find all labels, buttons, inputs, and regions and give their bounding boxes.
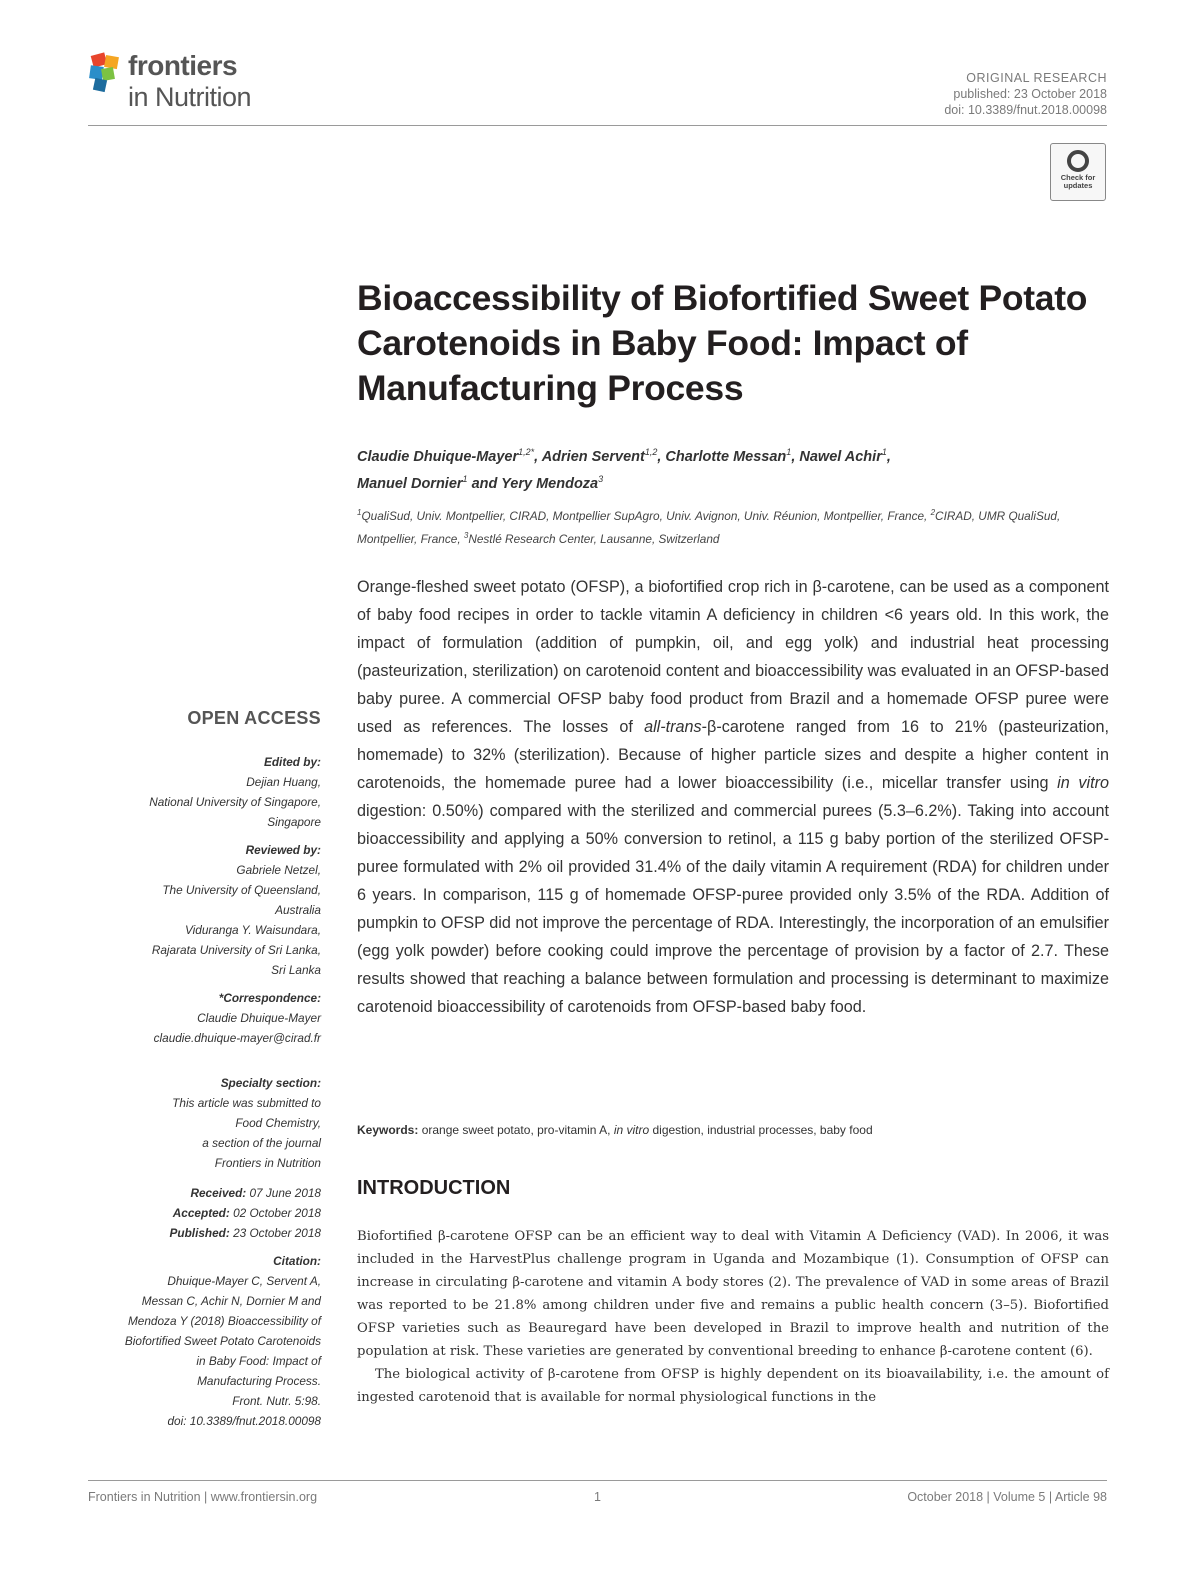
abstract-emphasis: all-trans [644, 718, 702, 736]
sidebar-line: Dhuique-Mayer C, Servent A, [167, 1274, 321, 1288]
author-affil-sup: 1 [786, 447, 792, 457]
abstract-text: -β-carotene ranged from 16 to 21% (pasteurization, homemade) to 32% (sterilization). Because of higher particle sizes and despite a higher content in carotenoids, the homemade puree had a lower bioaccessibility (i.e., micellar transfer using [357, 718, 1109, 792]
sidebar-line: Claudie Dhuique-Mayer [197, 1011, 321, 1025]
conjunction: and [471, 475, 498, 492]
frontiers-logo-icon [88, 52, 124, 96]
check-updates-icon [1067, 150, 1089, 172]
sidebar-line: Sri Lanka [271, 963, 321, 977]
author-affil-sup: 1 [462, 473, 468, 484]
sidebar-line: Viduranga Y. Waisundara, [185, 923, 321, 937]
affil-number: 2 [930, 508, 936, 517]
check-updates-label: Check for updates [1060, 173, 1096, 190]
footer-issue: October 2018 | Volume 5 | Article 98 [907, 1490, 1107, 1504]
sidebar-line: Frontiers in Nutrition [214, 1156, 321, 1170]
keywords-label: Keywords: [357, 1123, 419, 1137]
sidebar-line: Manufacturing Process. [197, 1374, 321, 1388]
sidebar-line: Food Chemistry, [235, 1116, 321, 1130]
author-name[interactable]: Charlotte Messan [665, 448, 787, 465]
page-number: 1 [594, 1490, 601, 1504]
affil-number: 1 [357, 508, 362, 517]
paragraph: The biological activity of β-carotene from OFSP is highly dependent on its bioavailability, i.e. the amount of ingested carotenoid that is available for normal physiological functions in the [357, 1367, 1109, 1405]
citation [125, 1251, 321, 1431]
sidebar-line: Singapore [267, 815, 321, 829]
doi[interactable]: doi: 10.3389/fnut.2018.00098 [944, 103, 1107, 117]
correspondence-label: *Correspondence: [218, 991, 321, 1005]
article-header-info [944, 70, 1107, 118]
journal-name-line2: in Nutrition [128, 82, 252, 112]
header-divider [88, 125, 1107, 126]
sidebar-line: Messan C, Achir N, Dornier M and [141, 1294, 321, 1308]
article-type: ORIGINAL RESEARCH [966, 71, 1107, 85]
author-affil-sup: 1 [881, 447, 887, 457]
affil-number: 3 [463, 530, 469, 540]
paragraph: Biofortified β-carotene OFSP can be an efficient way to deal with Vitamin A Deficiency (VAD). In 2006, it was included in the HarvestPlus challenge program in Uganda and Mozambique (1). Consumption of OFSP can increase in circulating β-carotene and vitamin A body stores (2). The prevalence of VAD in some areas of Brazil was reported to be 21.8% among children under five and remains a public health concern (3–5). Biofortified OFSP varieties such as Beauregard have been developed in Brazil to improve health and nutrition of the population at risk. These varieties are generated by conventional breeding to enhance β-carotene content (6). [357, 1229, 1109, 1359]
author-name[interactable]: Adrien Servent [541, 448, 645, 465]
sidebar-line: The University of Queensland, [162, 883, 321, 897]
abstract-text: Orange-fleshed sweet potato (OFSP), a biofortified crop rich in β-carotene, can be used as a component of baby food recipes in order to tackle vitamin A deficiency in children <6 years old. In this work, the impact of formulation (addition of pumpkin, oil, and egg yolk) and industrial heat processing (pasteurization, sterilization) on carotenoid content and bioaccessibility was evaluated in an OFSP-based baby puree. A commercial OFSP baby food product from Brazil and a homemade OFSP puree were used as references. The losses of [357, 578, 1109, 736]
affiliation-text: QualiSud, Univ. Montpellier, CIRAD, Montpellier SupAgro, Univ. Avignon, Univ. Réunion, Montpellier, France, [361, 508, 931, 523]
affiliation-text: CIRAD, UMR QualiSud, Montpellier, France, [357, 508, 1061, 546]
footer-journal[interactable]: Frontiers in Nutrition | www.frontiersin.org [88, 1490, 318, 1504]
specialty-label: Specialty section: [220, 1076, 321, 1090]
article-dates [170, 1183, 321, 1243]
published-date: published: 23 October 2018 [953, 87, 1107, 101]
check-for-updates-badge[interactable] [1050, 143, 1106, 201]
sidebar-line: Biofortified Sweet Potato Carotenoids [124, 1334, 321, 1348]
author-name[interactable]: Yery Mendoza [501, 475, 599, 492]
edited-by-label: Edited by: [263, 755, 321, 769]
sidebar-line: Mendoza Y (2018) Bioaccessibility of [127, 1314, 321, 1328]
author-name[interactable]: Claudie Dhuique-Mayer [357, 448, 519, 465]
footer-divider [88, 1480, 1107, 1481]
affiliation-text: Nestlé Research Center, Lausanne, Switzerland [468, 531, 720, 546]
edited-by [149, 752, 321, 832]
received-date: 07 June 2018 [246, 1186, 321, 1200]
reviewed-by [152, 840, 321, 980]
affiliations [357, 503, 1117, 549]
abstract-text: digestion: 0.50%) compared with the sterilized and commercial purees (5.3–6.2%). Taking into account bioaccessibility and applying a 50% conversion to retinol, a 115 g baby portion of the sterilized OFSP-puree formulated with 2% oil provided 31.4% of the daily vitamin A requirement (RDA) for children under 6 years. In comparison, 115 g of homemade OFSP-puree provided only 3.5% of the RDA. Addition of pumpkin to OFSP did not improve the percentage of RDA. Interestingly, the incorporation of an emulsifier (egg yolk powder) before cooking could improve the percentage of provision by a factor of 2.7. These results showed that reaching a balance between formulation and processing is determinant to maximize carotenoid bioaccessibility of carotenoids from OFSP-based baby food. [357, 802, 1109, 1016]
citation-doi[interactable]: doi: 10.3389/fnut.2018.00098 [167, 1414, 321, 1428]
abstract [357, 573, 1109, 1021]
keywords [357, 1121, 1117, 1139]
author-name[interactable]: Nawel Achir [799, 448, 882, 465]
separator: , [791, 448, 796, 465]
sidebar-line: National University of Singapore, [149, 795, 321, 809]
sidebar-line: Dejian Huang, [246, 775, 321, 789]
journal-logo [88, 48, 288, 120]
keywords-text: digestion, industrial processes, baby food [649, 1123, 873, 1137]
published-date-side: 23 October 2018 [229, 1226, 321, 1240]
separator: , [534, 448, 539, 465]
author-affil-sup: 1,2 [644, 447, 658, 457]
specialty-section [172, 1073, 321, 1173]
sidebar-line: Rajarata University of Sri Lanka, [151, 943, 321, 957]
sidebar-line: Gabriele Netzel, [236, 863, 321, 877]
received-label: Received: [190, 1186, 247, 1200]
author-list [357, 441, 1117, 495]
keywords-emphasis: in vitro [613, 1123, 650, 1137]
sidebar-line: a section of the journal [202, 1136, 321, 1150]
sidebar-line: This article was submitted to [172, 1096, 321, 1110]
section-heading-introduction: INTRODUCTION [357, 1177, 511, 1199]
keywords-text: orange sweet potato, pro-vitamin A, [418, 1123, 614, 1137]
accepted-date: 02 October 2018 [229, 1206, 321, 1220]
sidebar-line: in Baby Food: Impact of [196, 1354, 321, 1368]
correspondence-email[interactable]: claudie.dhuique-mayer@cirad.fr [153, 1031, 321, 1045]
author-name[interactable]: Manuel Dornier [357, 475, 463, 492]
accepted-label: Accepted: [172, 1206, 230, 1220]
author-affil-sup: 1,2* [518, 447, 535, 457]
correspondence [154, 988, 321, 1048]
published-label: Published: [169, 1226, 230, 1240]
introduction-body [357, 1225, 1109, 1409]
reviewed-by-label: Reviewed by: [245, 843, 321, 857]
sidebar-line: Australia [275, 903, 321, 917]
author-affil-sup: 3 [598, 473, 604, 484]
article-title: Bioaccessibility of Biofortified Sweet Potato Carotenoids in Baby Food: Impact of Manufacturing Process [357, 278, 1088, 408]
journal-name-line1: frontiers [128, 50, 238, 81]
separator: , [886, 448, 891, 465]
open-access-label: OPEN ACCESS [187, 708, 321, 728]
citation-label: Citation: [273, 1254, 321, 1268]
separator: , [657, 448, 662, 465]
sidebar-line: Front. Nutr. 5:98. [232, 1394, 321, 1408]
abstract-emphasis: in vitro [1057, 774, 1109, 792]
